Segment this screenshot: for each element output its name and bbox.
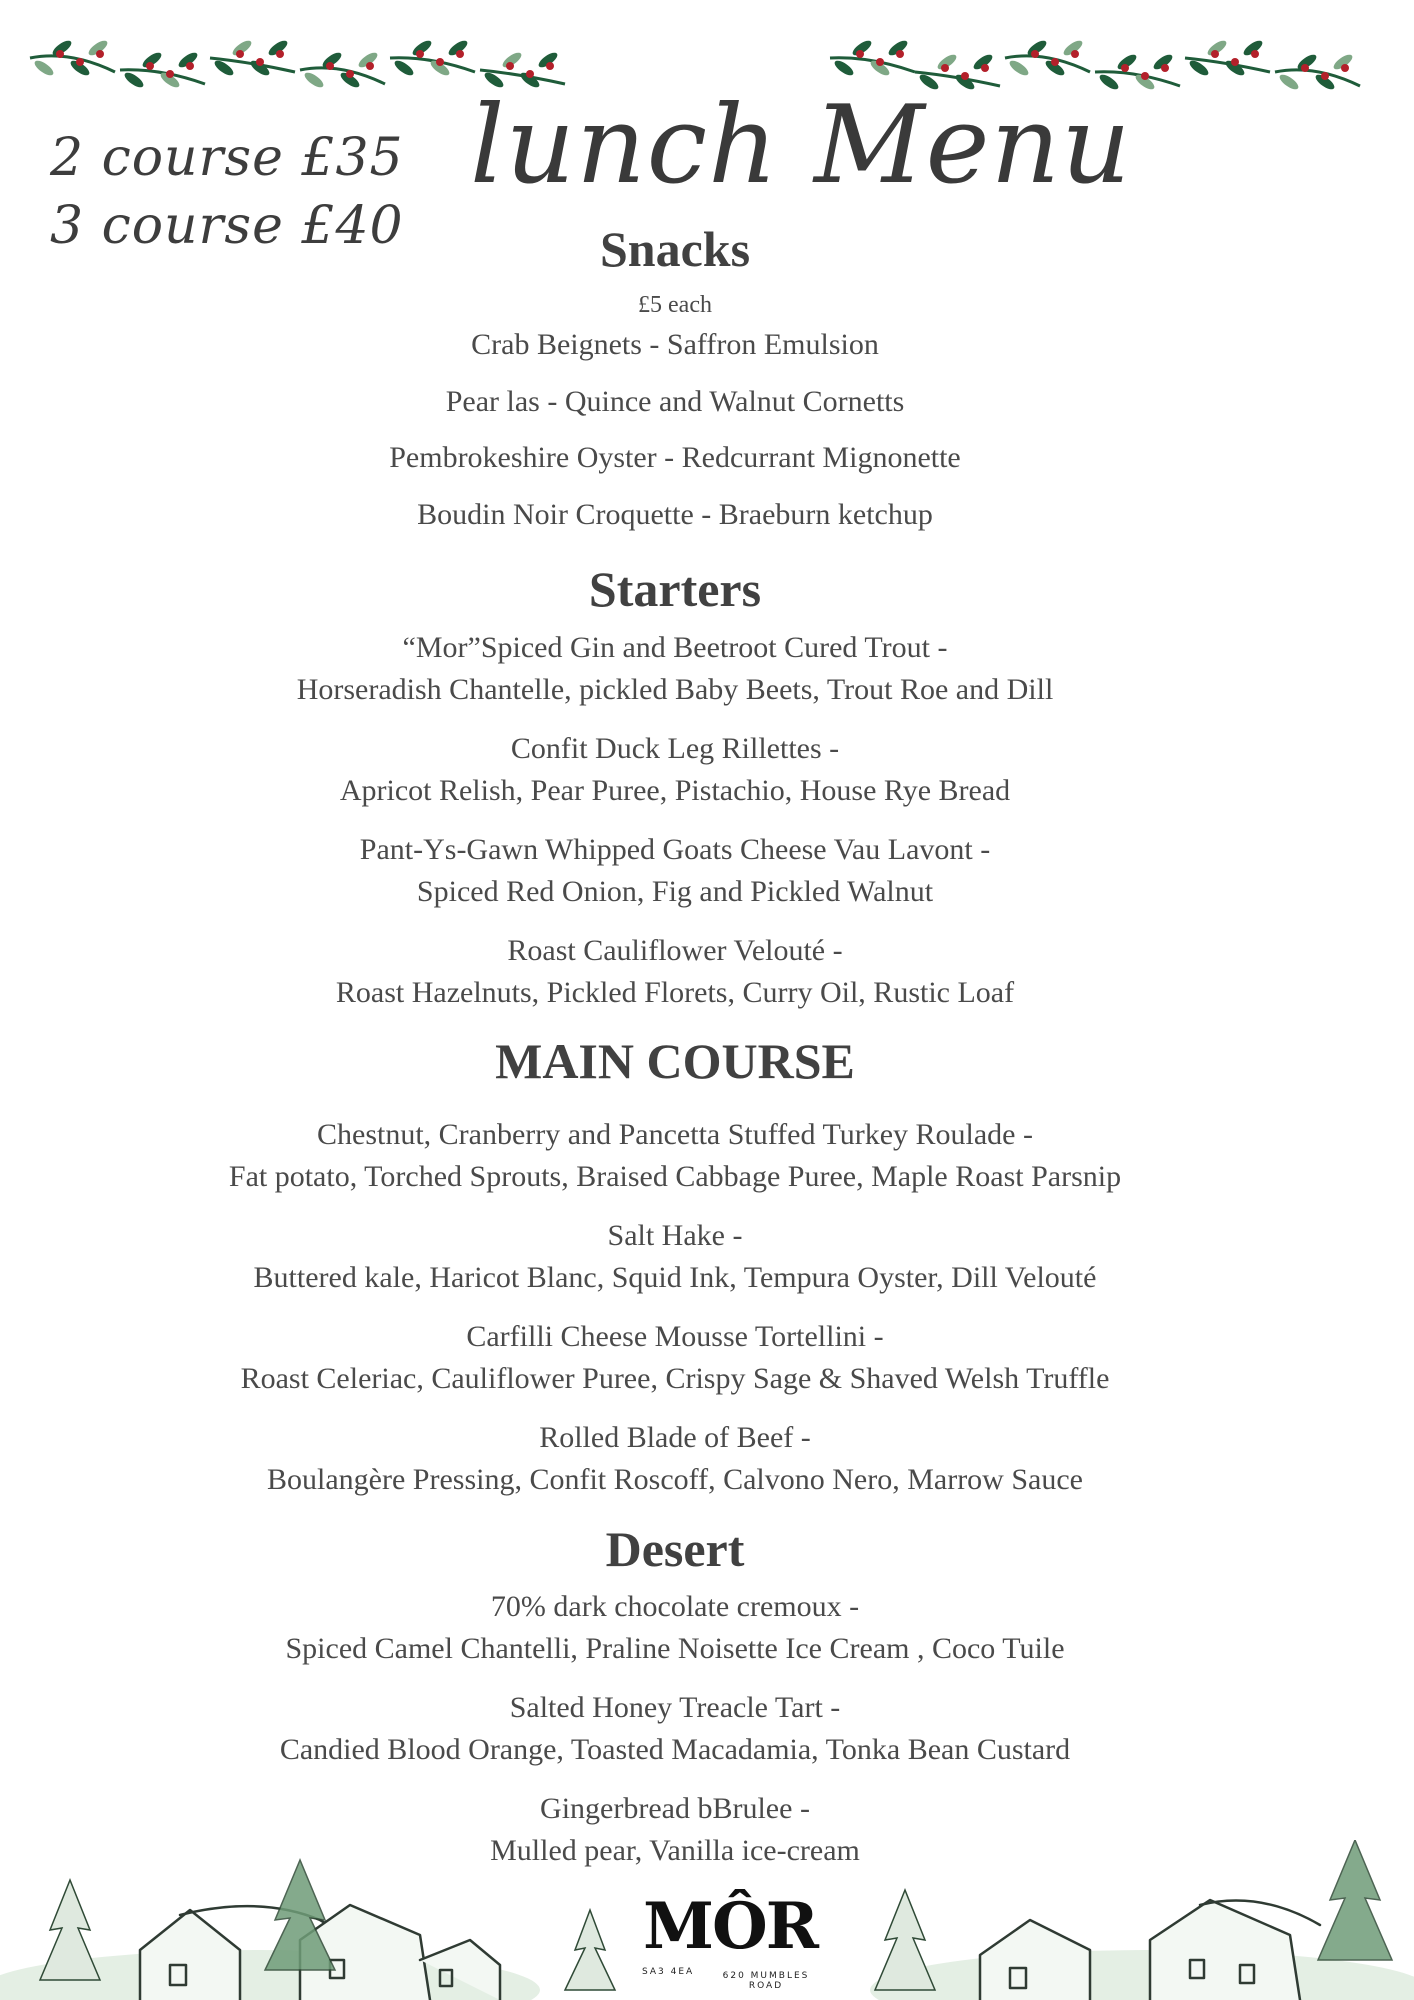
restaurant-logo (640, 1889, 820, 1995)
holly-sprig (120, 50, 205, 90)
starter-name: Roast Cauliflower Velouté - (507, 934, 843, 967)
holly-sprig (210, 38, 295, 78)
holly-sprig (830, 38, 915, 78)
logo-address: 620 MUMBLES ROAD (722, 1971, 810, 1991)
starter-description: Apricot Relish, Pear Puree, Pistachio, House Rye Bread (339, 774, 1011, 807)
logo-mark: MÔR (643, 1889, 817, 1964)
main-description: Fat potato, Torched Sprouts, Braised Cabbage Puree, Maple Roast Parsnip (228, 1160, 1122, 1193)
snack-item: Crab Beignets - Saffron Emulsion (471, 328, 879, 361)
starter-description: Horseradish Chantelle, pickled Baby Beets, Trout Roe and Dill (296, 673, 1054, 706)
section-title-main-course: MAIN COURSE (495, 1033, 855, 1089)
snack-item: Pembrokeshire Oyster - Redcurrant Mignonette (389, 441, 961, 474)
logo-postcode: SA3 4EA (642, 1967, 695, 1977)
price-two-course: 2 course £35 (50, 128, 404, 188)
price-three-course: 3 course £40 (50, 196, 404, 256)
page-title: lunch Menu (470, 83, 1132, 208)
section-title-snacks: Snacks (599, 221, 751, 277)
holly-sprig (1005, 38, 1090, 78)
starter-description: Spiced Red Onion, Fig and Pickled Walnut (416, 875, 934, 908)
holly-sprig (1185, 38, 1270, 78)
dessert-description: Candied Blood Orange, Toasted Macadamia, Tonka Bean Custard (279, 1733, 1071, 1766)
section-title-desert: Desert (605, 1521, 745, 1577)
main-description: Roast Celeriac, Cauliflower Puree, Crispy Sage & Shaved Welsh Truffle (240, 1362, 1110, 1395)
snack-item: Pear las - Quince and Walnut Cornetts (445, 385, 905, 418)
main-name: Carfilli Cheese Mousse Tortellini - (466, 1320, 884, 1353)
starter-name: Confit Duck Leg Rillettes - (510, 732, 840, 765)
dessert-name: Gingerbread bBrulee - (540, 1792, 810, 1825)
main-description: Buttered kale, Haricot Blanc, Squid Ink, Tempura Oyster, Dill Velouté (253, 1261, 1097, 1294)
main-description: Boulangère Pressing, Confit Roscoff, Calvono Nero, Marrow Sauce (267, 1463, 1083, 1496)
dessert-name: Salted Honey Treacle Tart - (509, 1691, 841, 1724)
snacks-price-note: £5 each (638, 292, 712, 318)
section-title-starters: Starters (588, 561, 762, 617)
starter-name: Pant-Ys-Gawn Whipped Goats Cheese Vau Lavont - (359, 833, 991, 866)
snack-item: Boudin Noir Croquette - Braeburn ketchup (417, 498, 933, 531)
main-name: Salt Hake - (607, 1219, 743, 1252)
holly-sprig (300, 50, 385, 90)
dessert-description: Mulled pear, Vanilla ice-cream (490, 1834, 860, 1867)
holly-sprig (30, 38, 115, 78)
main-name: Rolled Blade of Beef - (539, 1421, 811, 1454)
dessert-description: Spiced Camel Chantelli, Praline Noisette Ice Cream , Coco Tuile (285, 1632, 1065, 1665)
starter-description: Roast Hazelnuts, Pickled Florets, Curry Oil, Rustic Loaf (335, 976, 1015, 1009)
holly-sprig (1275, 52, 1360, 92)
holly-sprig (390, 38, 475, 78)
starter-name: “Mor”Spiced Gin and Beetroot Cured Trout - (402, 631, 948, 664)
main-name: Chestnut, Cranberry and Pancetta Stuffed Turkey Roulade - (317, 1118, 1033, 1151)
dessert-name: 70% dark chocolate cremoux - (490, 1590, 860, 1623)
